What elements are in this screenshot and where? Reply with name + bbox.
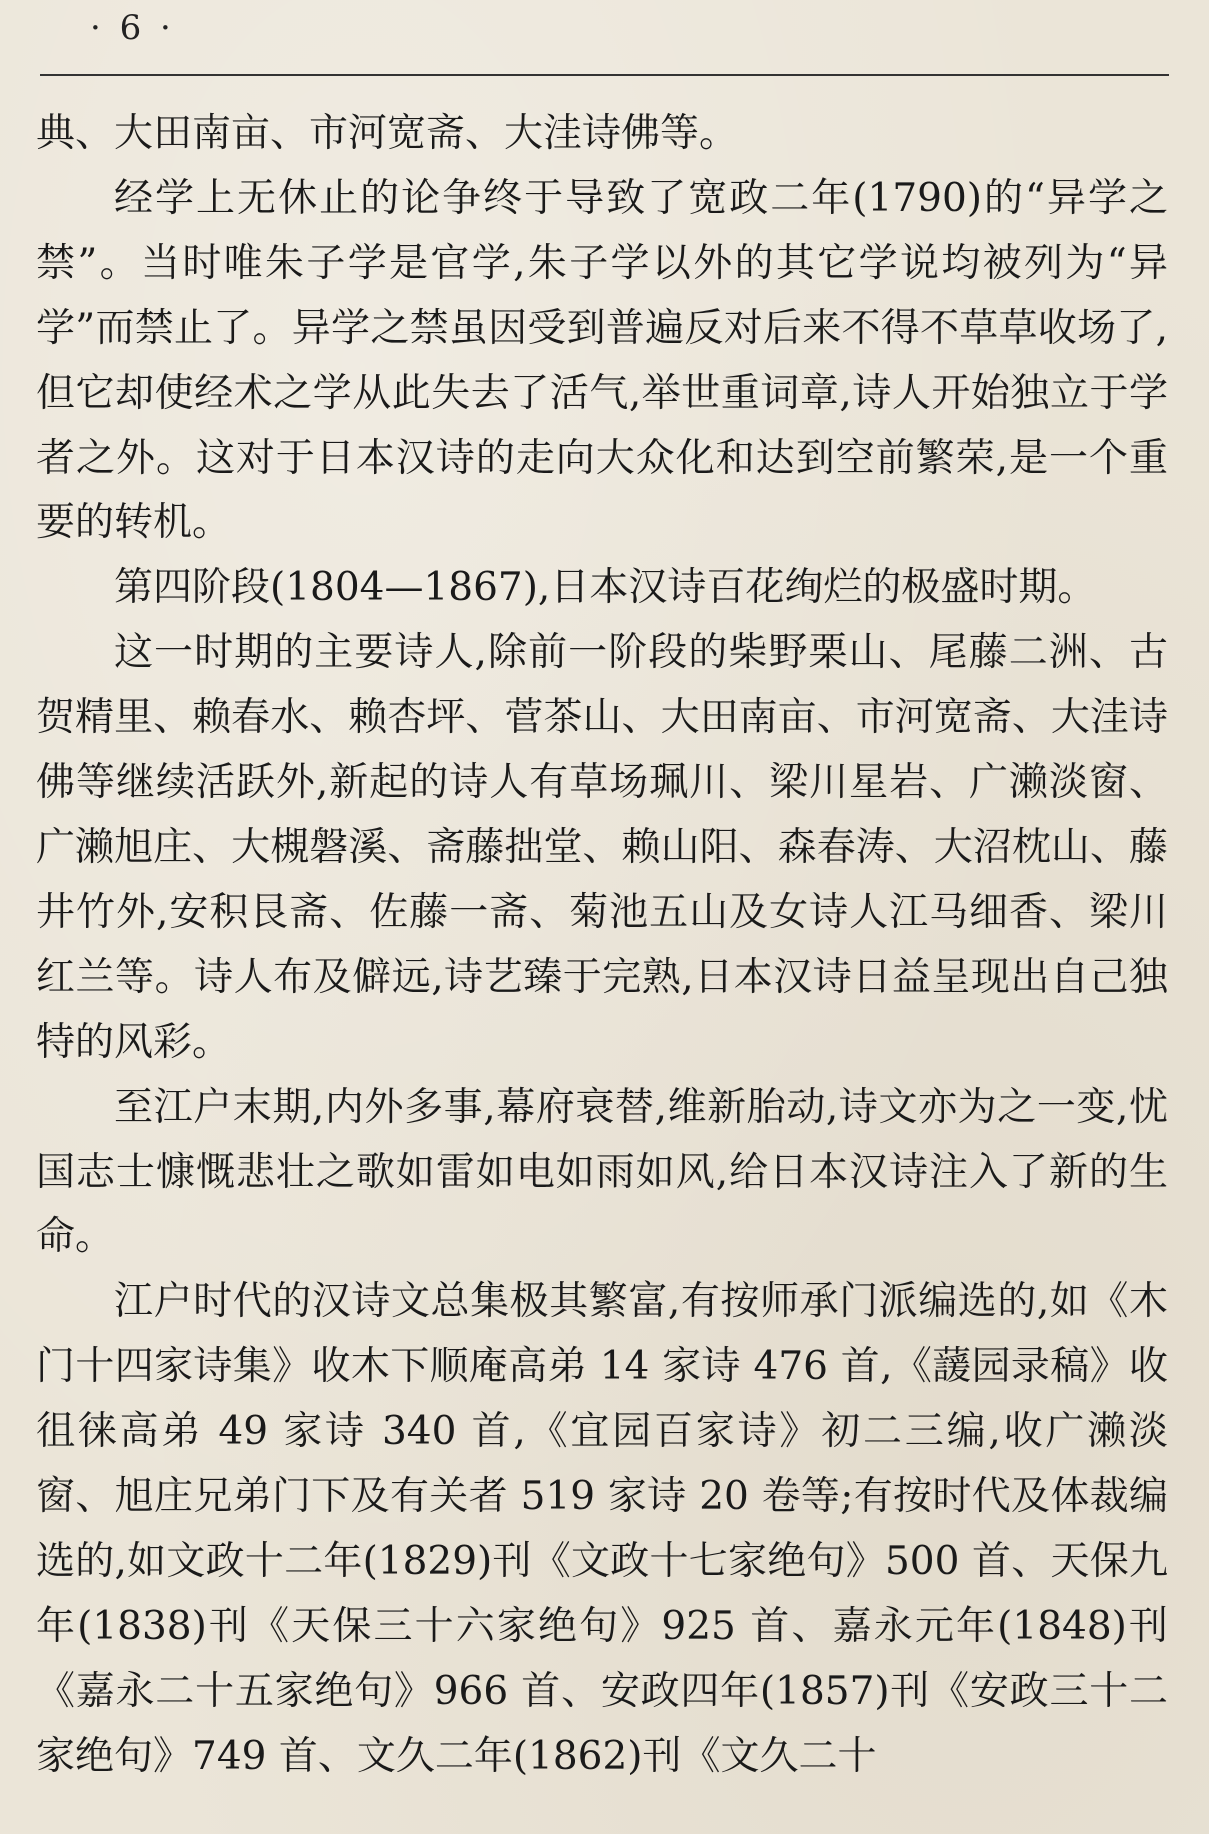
paragraph: 至江户末期,内外多事,幕府衰替,维新胎动,诗文亦为之一变,忧国志士慷慨悲壮之歌如雷如电如雨如风,给日本汉诗注入了新的生命。: [36, 1084, 1168, 1260]
paragraph: 经学上无休止的论争终于导致了宽政二年(1790)的“异学之禁”。当时唯朱子学是官学,朱子学以外的其它学说均被列为“异学”而禁止了。异学之禁虽因受到普遍反对后来不得不草草收场了,但它却使经术之学从此失去了活气,举世重词章,诗人开始独立于学者之外。这对于日本汉诗的走向大众化和达到空前繁荣,是一个重要的转机。: [36, 175, 1168, 546]
page-number: · 6 ·: [90, 8, 175, 48]
paragraph-continued: 典、大田南亩、市河宽斋、大洼诗佛等。: [36, 111, 739, 156]
paragraph: 江户时代的汉诗文总集极其繁富,有按师承门派编选的,如《木门十四家诗集》收木下顺庵高弟 14 家诗 476 首,《蘐园录稿》收徂徕高弟 49 家诗 340 首,《宜园百家诗》初二三编,收广濑淡窗、旭庄兄弟门下及有关者 519 家诗 20 卷等;有按时代及体裁编选的,如文政十二年(1829)刊《文政十七家绝句》500 首、天保九年(1838)刊《天保三十六家绝句》925 首、嘉永元年(1848)刊《嘉永二十五家绝句》966 首、安政四年(1857)刊《安政三十二家绝句》749 首、文久二年(1862)刊《文久二十: [36, 1279, 1168, 1779]
paragraph: 这一时期的主要诗人,除前一阶段的柴野栗山、尾藤二洲、古贺精里、赖春水、赖杏坪、菅茶山、大田南亩、市河宽斋、大洼诗佛等继续活跃外,新起的诗人有草场珮川、梁川星岩、广濑淡窗、广濑旭庄、大槻磐溪、斋藤拙堂、赖山阳、森春涛、大沼枕山、藤井竹外,安积艮斋、佐藤一斋、菊池五山及女诗人江马细香、梁川红兰等。诗人布及僻远,诗艺臻于完熟,日本汉诗日益呈现出自己独特的风彩。: [36, 630, 1168, 1065]
page-body: [36, 102, 1168, 1790]
paragraph: 第四阶段(1804—1867),日本汉诗百花绚烂的极盛时期。: [114, 565, 1097, 611]
header-rule: [40, 74, 1169, 76]
